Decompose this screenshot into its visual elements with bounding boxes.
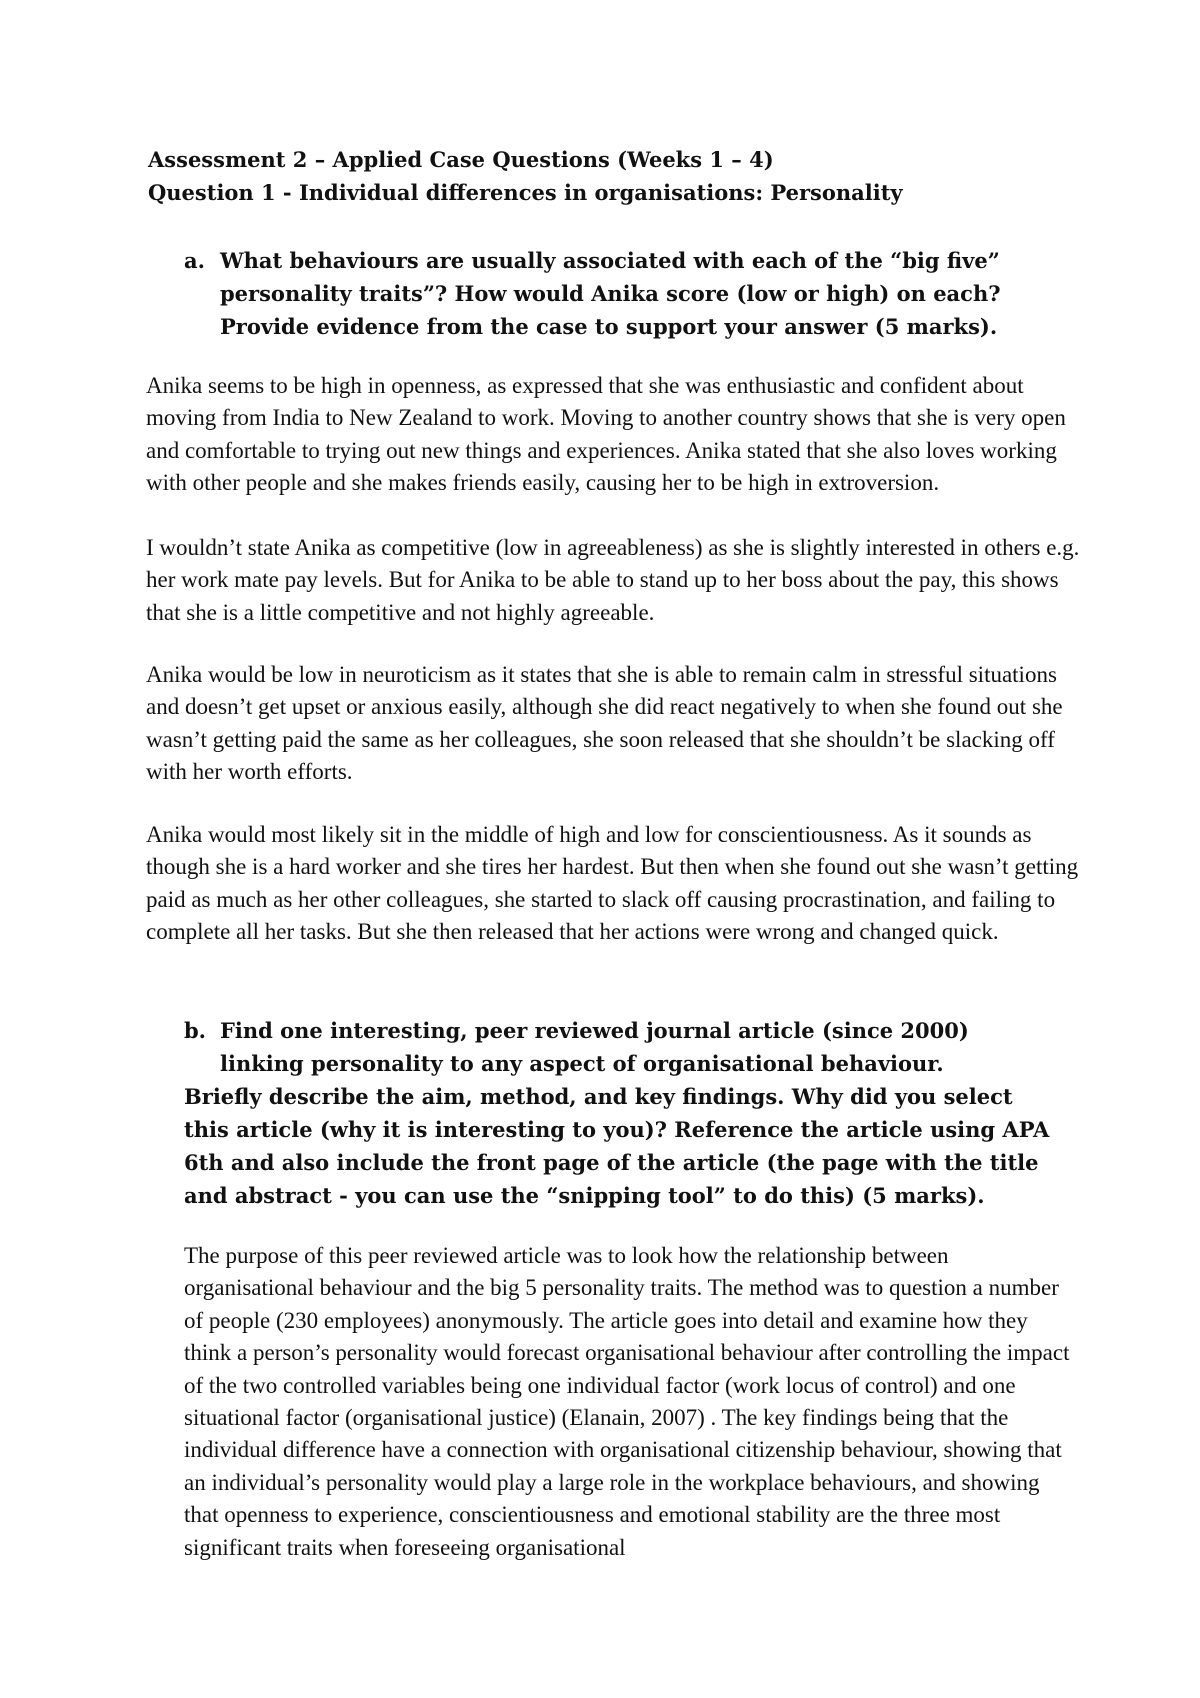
answer-a-openness-paragraph: Anika seems to be high in openness, as expressed that she was enthusiastic and confident about moving from India to New Zealand to work. Moving to another country shows that she is very open and comfortable to trying out new things and experiences. Anika stated that she also loves working with other people and she makes friends easily, causing her to be high in extroversion. [146, 373, 1066, 496]
answer-a-neuroticism-paragraph: Anika would be low in neuroticism as it states that she is able to remain calm in stressful situations and doesn’t get upset or anxious easily, although she did react negatively to when she found out she wasn’t getting paid the same as her colleagues, she soon released that she shouldn’t be slacking off with her worth efforts. [146, 662, 1063, 785]
answer-a-conscientiousness-paragraph: Anika would most likely sit in the middle of high and low for conscientiousness. As it sounds as though she is a hard worker and she tires her hardest. But then when she found out she wasn’t getting paid as much as her other colleagues, she started to slack off causing procrastination, and failing to complete all her tasks. But she then released that her actions were wrong and changed quick. [146, 822, 1079, 945]
question-a-marker: a. [184, 248, 205, 273]
question-b-marker: b. [184, 1018, 206, 1043]
answer-a-agreeableness-paragraph: I wouldn’t state Anika as competitive (low in agreeableness) as she is slightly interested in others e.g. her work mate pay levels. But for Anika to be able to stand up to her boss about the pay, this shows that she is a little competitive and not highly agreeable. [146, 535, 1080, 625]
question-b-text: Find one interesting, peer reviewed journal article (since 2000) linking personality to any aspect of organisational behaviour. [220, 1018, 969, 1076]
question-title: Question 1 - Individual differences in organisations: Personality [148, 180, 903, 205]
question-b-detail: Briefly describe the aim, method, and key findings. Why did you select this article (why it is interesting to you)? Reference the article using APA 6th and also include the front page of the article (the page with the title and abstract - you can use the “snipping tool” to do this) (5 marks). [184, 1084, 1050, 1208]
assessment-title: Assessment 2 – Applied Case Questions (Weeks 1 – 4) [148, 147, 774, 172]
question-a-text: What behaviours are usually associated with each of the “big five” personality traits”? How would Anika score (low or high) on each? Provide evidence from the case to support your answer (5 marks). [220, 248, 1001, 339]
answer-b-paragraph: The purpose of this peer reviewed article was to look how the relationship between organisational behaviour and the big 5 personality traits. The method was to question a number of people (230 employees) anonymously. The article goes into detail and examine how they think a person’s personality would forecast organisational behaviour after controlling the impact of the two controlled variables being one individual factor (work locus of control) and one situational factor (organisational justice) (Elanain, 2007) . The key findings being that the individual difference have a connection with organisational citizenship behaviour, showing that an individual’s personality would play a large role in the workplace behaviours, and showing that openness to experience, conscientiousness and emotional stability are the three most significant traits when foreseeing organisational [184, 1243, 1070, 1560]
